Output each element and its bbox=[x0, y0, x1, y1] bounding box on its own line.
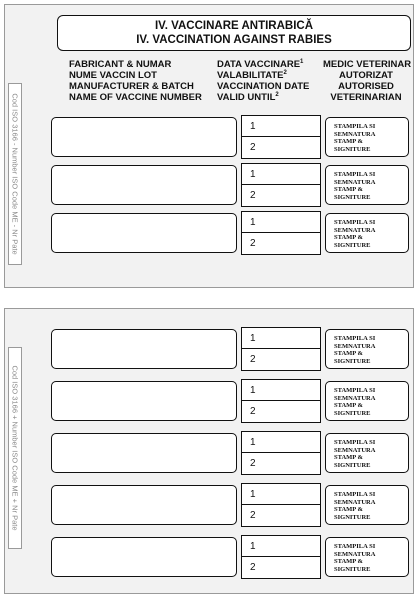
vaccine-name-field[interactable] bbox=[51, 165, 237, 205]
passport-page-bottom bbox=[4, 308, 414, 594]
valid-until-field[interactable]: 2 bbox=[250, 406, 256, 417]
vaccination-date-cell bbox=[241, 211, 321, 255]
vaccination-date-cell bbox=[241, 431, 321, 475]
iso-code-side-label: Cod ISO 3166 - Number ISO Code ME - Nr Pate bbox=[8, 83, 22, 265]
header-manufacturer-line: NUME VACCIN LOT bbox=[69, 70, 157, 81]
vaccination-entry-row bbox=[51, 483, 409, 527]
header-date-line: VALID UNTIL$^2$ bbox=[217, 91, 279, 103]
vaccine-name-field[interactable] bbox=[51, 537, 237, 577]
stamp-signature-field[interactable]: STAMPILA SI SEMNATURA STAMP & SIGNITURE bbox=[325, 329, 409, 369]
vaccination-date-field[interactable]: 1 bbox=[242, 164, 320, 185]
header-vaccination-date bbox=[217, 59, 309, 103]
valid-until-field[interactable]: 2 bbox=[250, 238, 256, 249]
section-title-romanian: IV. VACCINARE ANTIRABICĂ bbox=[154, 20, 314, 32]
vaccination-date-field[interactable]: 1 bbox=[242, 380, 320, 401]
vaccination-date-cell bbox=[241, 379, 321, 423]
header-manufacturer-line: MANUFACTURER & BATCH bbox=[69, 81, 194, 92]
vaccination-date-field[interactable]: 1 bbox=[242, 484, 320, 505]
vaccination-date-cell bbox=[241, 327, 321, 371]
header-vet-line: VETERINARIAN bbox=[330, 92, 402, 103]
vaccination-date-cell bbox=[241, 163, 321, 207]
header-date-line: VALABILITATE$^2$ bbox=[217, 69, 287, 81]
stamp-signature-field[interactable]: STAMPILA SI SEMNATURA STAMP & SIGNITURE bbox=[325, 485, 409, 525]
stamp-signature-field[interactable]: STAMPILA SI SEMNATURA STAMP & SIGNITURE bbox=[325, 213, 409, 253]
vaccination-date-cell bbox=[241, 483, 321, 527]
stamp-signature-field[interactable]: STAMPILA SI SEMNATURA STAMP & SIGNITURE bbox=[325, 433, 409, 473]
vaccine-name-field[interactable] bbox=[51, 381, 237, 421]
valid-until-field[interactable]: 2 bbox=[250, 142, 256, 153]
vaccine-name-field[interactable] bbox=[51, 433, 237, 473]
header-manufacturer-line: NAME OF VACCINE NUMBER bbox=[69, 92, 202, 103]
valid-until-field[interactable]: 2 bbox=[250, 562, 256, 573]
column-headers bbox=[5, 59, 413, 123]
vaccination-entry-row bbox=[51, 431, 409, 475]
passport-page-top bbox=[4, 4, 414, 288]
vaccination-entry-row bbox=[51, 163, 409, 207]
vaccination-entry-row bbox=[51, 535, 409, 579]
vaccination-date-field[interactable]: 1 bbox=[242, 536, 320, 557]
section-title-box bbox=[57, 15, 411, 51]
stamp-signature-field[interactable]: STAMPILA SI SEMNATURA STAMP & SIGNITURE bbox=[325, 117, 409, 157]
vaccination-date-field[interactable]: 1 bbox=[242, 116, 320, 137]
header-veterinarian bbox=[323, 59, 412, 103]
vaccination-date-cell bbox=[241, 115, 321, 159]
header-manufacturer-line: FABRICANT & NUMAR bbox=[69, 59, 172, 70]
header-manufacturer bbox=[69, 59, 202, 103]
vaccination-entry-row bbox=[51, 115, 409, 159]
vaccine-name-field[interactable] bbox=[51, 485, 237, 525]
header-date-line: DATA VACCINARE$^1$ bbox=[217, 58, 304, 70]
vaccination-date-cell bbox=[241, 535, 321, 579]
valid-until-field[interactable]: 2 bbox=[250, 458, 256, 469]
valid-until-field[interactable]: 2 bbox=[250, 510, 256, 521]
iso-code-side-label: Cod ISO 3166 + Number ISO Code ME + Nr Pate bbox=[8, 347, 22, 549]
stamp-signature-field[interactable]: STAMPILA SI SEMNATURA STAMP & SIGNITURE bbox=[325, 381, 409, 421]
vaccine-name-field[interactable] bbox=[51, 329, 237, 369]
valid-until-field[interactable]: 2 bbox=[250, 190, 256, 201]
vaccine-name-field[interactable] bbox=[51, 117, 237, 157]
header-vet-line: AUTORISED bbox=[338, 81, 394, 92]
vaccination-entry-row bbox=[51, 327, 409, 371]
vaccine-name-field[interactable] bbox=[51, 213, 237, 253]
stamp-signature-field[interactable]: STAMPILA SI SEMNATURA STAMP & SIGNITURE bbox=[325, 165, 409, 205]
vaccination-date-field[interactable]: 1 bbox=[242, 328, 320, 349]
vaccination-date-field[interactable]: 1 bbox=[242, 432, 320, 453]
vaccination-entry-row bbox=[51, 211, 409, 255]
vaccination-entry-row bbox=[51, 379, 409, 423]
section-title-english: IV. VACCINATION AGAINST RABIES bbox=[136, 34, 332, 46]
header-vet-line: AUTORIZAT bbox=[338, 70, 393, 81]
valid-until-field[interactable]: 2 bbox=[250, 354, 256, 365]
header-date-line: VACCINATION DATE bbox=[217, 81, 310, 92]
header-vet-line: MEDIC VETERINAR bbox=[323, 59, 412, 70]
stamp-signature-field[interactable]: STAMPILA SI SEMNATURA STAMP & SIGNITURE bbox=[325, 537, 409, 577]
vaccination-date-field[interactable]: 1 bbox=[242, 212, 320, 233]
